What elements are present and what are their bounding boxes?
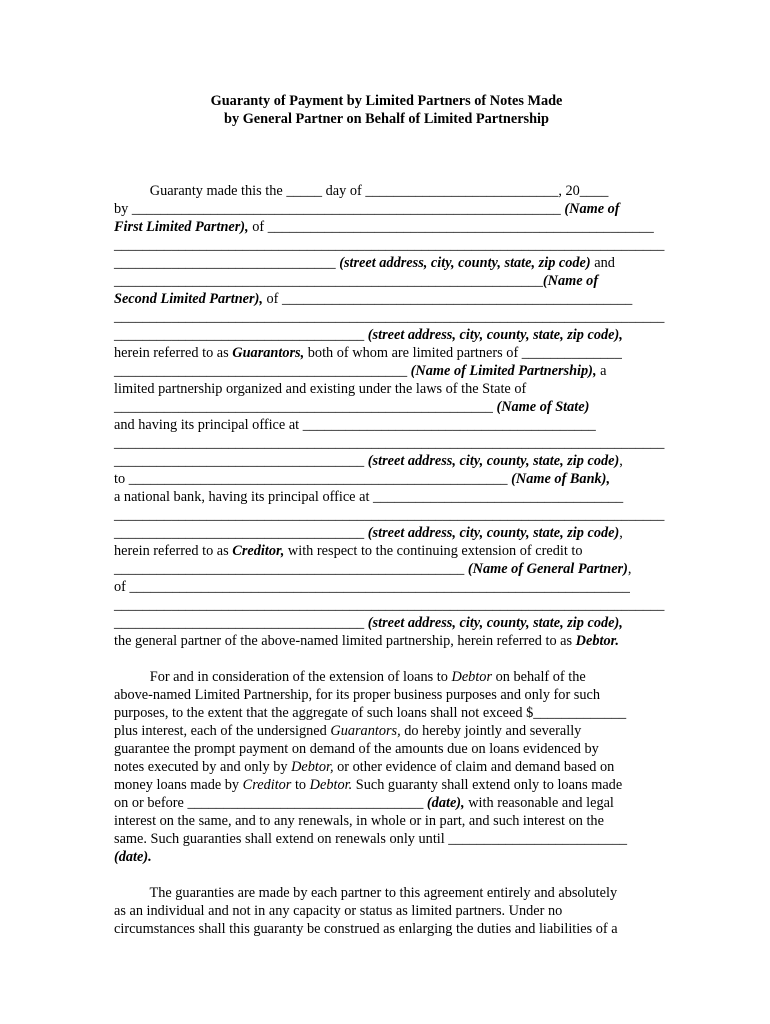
paragraph-line: circumstances shall this guaranty be construed as enlarging the duties and liabilities of a	[114, 921, 618, 937]
address-label: (street address, city, county, state, zip code)	[339, 255, 591, 271]
paragraph-line: same. Such guaranties shall extend on renewals only until _________________________	[114, 831, 628, 847]
intro-line: _______________________________ (street address, city, county, state, zip code) and	[114, 255, 615, 271]
paragraph-line: The guaranties are made by each partner to this agreement entirely and absolutely	[114, 885, 618, 901]
address-label: (street address, city, county, state, zip code),	[367, 615, 623, 631]
paragraph-line: purposes, to the extent that the aggregate of such loans shall not exceed $_____________	[114, 705, 627, 721]
blank-line: _____________________________________________________________________________	[114, 435, 665, 451]
intro-line: _____________________________________________________ (Name of State)	[114, 399, 590, 415]
paragraph-line: guarantee the prompt payment on demand of the amounts due on loans evidenced by	[114, 741, 599, 757]
intro-line: the general partner of the above-named limited partnership, herein referred to as Debtor.	[114, 633, 619, 649]
intro-line: ____________________________________________________________(Name of	[114, 273, 599, 289]
paragraph-line: money loans made by Creditor to Debtor. Such guaranty shall extend only to loans made	[114, 777, 623, 793]
intro-section	[114, 182, 665, 650]
intro-line: and having its principal office at _________________________________________	[114, 417, 596, 433]
name-of-state-label: (Name of State)	[496, 399, 590, 415]
intro-line: ___________________________________ (street address, city, county, state, zip code),	[114, 327, 623, 343]
date-label: (date),	[426, 795, 465, 811]
address-label: (street address, city, county, state, zip code)	[367, 453, 620, 469]
debtor-term: Debtor.	[575, 633, 619, 649]
intro-line: by ____________________________________________________________ (Name of	[114, 201, 620, 217]
intro-line: herein referred to as Creditor, with respect to the continuing extension of credit to	[114, 543, 583, 559]
intro-line: Second Limited Partner), of _________________________________________________	[114, 291, 633, 307]
intro-line: Guaranty made this the _____ day of ___________________________, 20____	[114, 183, 609, 199]
intro-line: ___________________________________ (street address, city, county, state, zip code),	[114, 615, 623, 631]
paragraph-line: on or before _________________________________ (date), with reasonable and legal	[114, 795, 614, 811]
intro-line: limited partnership organized and existing under the laws of the State of	[114, 381, 527, 397]
name-of-general-partner-label: (Name of General Partner)	[467, 561, 628, 577]
date-label: (date).	[114, 849, 152, 865]
intro-line: First Limited Partner), of ______________________________________________________	[114, 219, 654, 235]
intro-line: a national bank, having its principal office at ___________________________________	[114, 489, 624, 505]
intro-line: of ______________________________________________________________________	[114, 579, 630, 595]
intro-line: _________________________________________________ (Name of General Partner),	[114, 561, 632, 577]
title-line-1: Guaranty of Payment by Limited Partners of Notes Made	[210, 93, 563, 109]
intro-line: ___________________________________ (street address, city, county, state, zip code),	[114, 453, 623, 469]
address-label: (street address, city, county, state, zip code)	[367, 525, 620, 541]
intro-line: to _____________________________________________________ (Name of Bank),	[114, 471, 611, 487]
paragraph-line: plus interest, each of the undersigned Guarantors, do hereby jointly and severally	[114, 723, 582, 739]
guarantors-term: Guarantors,	[232, 345, 305, 361]
intro-line: _________________________________________ (Name of Limited Partnership), a	[114, 363, 607, 379]
blank-line: _____________________________________________________________________________	[114, 597, 665, 613]
intro-line: ___________________________________ (street address, city, county, state, zip code),	[114, 525, 623, 541]
paragraph-line: as an individual and not in any capacity or status as limited partners. Under no	[114, 903, 563, 919]
paragraph-line: notes executed by and only by Debtor, or other evidence of claim and demand based on	[114, 759, 615, 775]
paragraph-line: For and in consideration of the extension of loans to Debtor on behalf of the	[114, 669, 586, 685]
intro-line: herein referred to as Guarantors, both of whom are limited partners of ______________	[114, 345, 622, 361]
blank-line: _____________________________________________________________________________	[114, 507, 665, 523]
guaranties-paragraph	[114, 884, 659, 938]
address-label: (street address, city, county, state, zip code),	[367, 327, 623, 343]
document-title	[114, 92, 659, 128]
title-line-2: by General Partner on Behalf of Limited Partnership	[224, 111, 549, 127]
name-of-bank-label: (Name of Bank),	[511, 471, 611, 487]
name-of-second-limited-partner-label: (Name of	[542, 273, 599, 289]
name-of-first-limited-partner-label: (Name of	[564, 201, 620, 217]
blank-line: _____________________________________________________________________________	[114, 237, 665, 253]
document-body	[114, 92, 665, 938]
consideration-paragraph	[114, 668, 659, 866]
blank-line: _____________________________________________________________________________	[114, 309, 665, 325]
paragraph-line: above-named Limited Partnership, for its proper business purposes and only for such	[114, 687, 600, 703]
paragraph-line: interest on the same, and to any renewals, in whole or in part, and such interest on the	[114, 813, 604, 829]
name-of-limited-partnership-label: (Name of Limited Partnership),	[410, 363, 597, 379]
creditor-term: Creditor,	[232, 543, 285, 559]
